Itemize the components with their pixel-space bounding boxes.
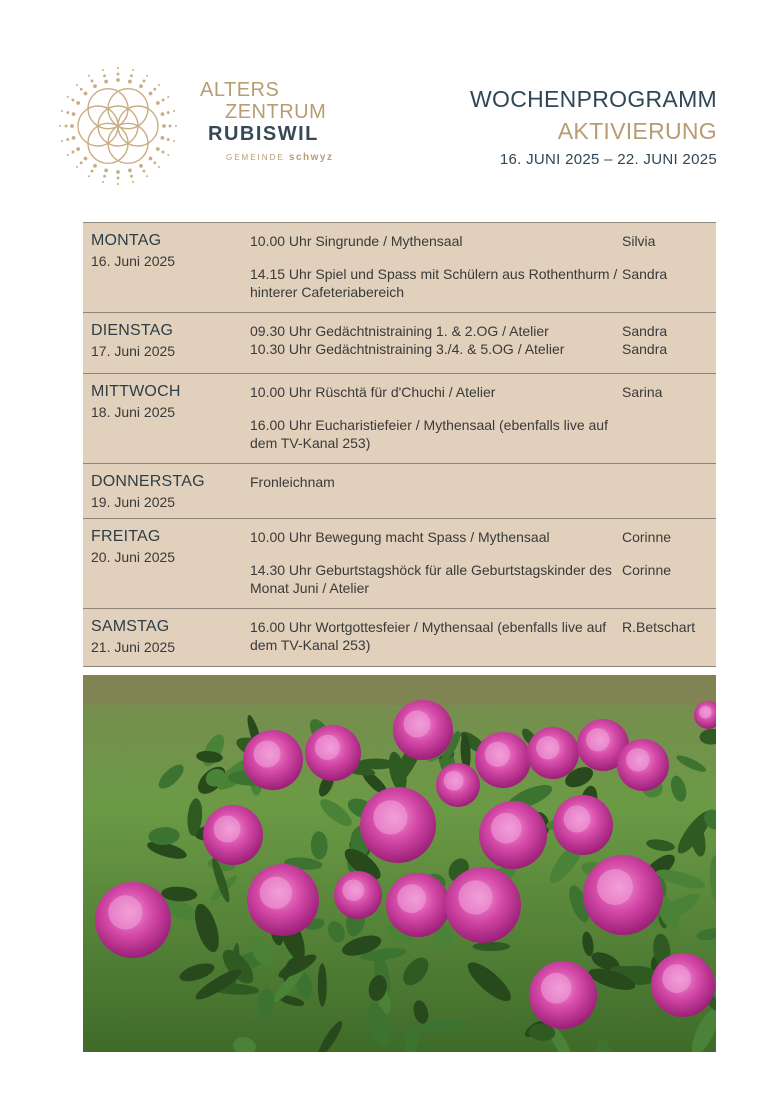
day-cell xyxy=(91,528,175,565)
event-item xyxy=(250,265,710,301)
event-item xyxy=(250,561,710,597)
events-cell xyxy=(250,232,710,301)
brand-line-gemeinde xyxy=(226,153,333,163)
event-text: Fronleichnam xyxy=(250,474,335,490)
day-date: 21. Juni 2025 xyxy=(91,639,176,655)
event-text: 10.30 Uhr Gedächtnistraining 3./4. & 5.OG / Atelier xyxy=(250,341,565,357)
day-name: MONTAG xyxy=(91,232,162,249)
event-item xyxy=(250,322,710,340)
events-cell xyxy=(250,473,710,491)
schedule-row-dienstag xyxy=(83,313,716,374)
day-name: SAMSTAG xyxy=(91,618,170,635)
schwyz-label: schwyz xyxy=(288,152,334,163)
event-person xyxy=(622,416,710,452)
schedule-row-montag xyxy=(83,223,716,313)
event-person: Corinne xyxy=(622,562,672,578)
day-cell xyxy=(91,618,175,655)
events-cell xyxy=(250,528,710,597)
day-date: 19. Juni 2025 xyxy=(91,494,176,510)
day-cell xyxy=(91,473,205,510)
event-text: 09.30 Uhr Gedächtnistraining 1. & 2.OG / Atelier xyxy=(250,323,549,339)
day-date: 20. Juni 2025 xyxy=(91,549,176,565)
day-date: 17. Juni 2025 xyxy=(91,343,176,359)
event-text: 16.00 Uhr Eucharistiefeier / Mythensaal (ebenfalls live auf dem TV-Kanal 253) xyxy=(250,417,608,451)
brand-line-alters: ALTERS xyxy=(200,79,280,101)
event-item xyxy=(250,232,710,250)
page-subtitle: AKTIVIERUNG xyxy=(557,118,717,144)
event-text: 14.30 Uhr Geburtstagshöck für alle Geburtstagskinder des Monat Juni / Atelier xyxy=(250,562,612,596)
event-item xyxy=(250,528,710,546)
peony-flowers-photo xyxy=(83,675,716,1052)
brand-line-rubiswil: RUBISWIL xyxy=(208,123,319,145)
event-person: Silvia xyxy=(622,233,656,249)
event-item xyxy=(250,383,710,401)
flower-of-life-icon xyxy=(52,60,184,192)
event-text: 10.00 Uhr Bewegung macht Spass / Mythensaal xyxy=(250,529,550,545)
day-cell xyxy=(91,383,181,420)
event-person: Sandra xyxy=(622,266,668,282)
day-cell xyxy=(91,322,175,359)
event-person: Sarina xyxy=(622,384,663,400)
events-cell xyxy=(250,618,710,654)
day-date: 18. Juni 2025 xyxy=(91,404,176,420)
events-cell xyxy=(250,383,710,452)
day-cell xyxy=(91,232,175,269)
date-range: 16. JUNI 2025 – 22. JUNI 2025 xyxy=(499,151,717,168)
day-date: 16. Juni 2025 xyxy=(91,253,176,269)
event-person xyxy=(622,473,710,491)
weekly-schedule-table xyxy=(83,222,716,667)
event-person: Sandra xyxy=(622,341,668,357)
day-name: MITTWOCH xyxy=(91,383,181,400)
page-title: WOCHENPROGRAMM xyxy=(470,86,717,112)
schedule-row-donnerstag xyxy=(83,464,716,519)
event-text: 16.00 Uhr Wortgottesfeier / Mythensaal (ebenfalls live auf dem TV-Kanal 253) xyxy=(250,619,607,653)
gemeinde-label: GEMEINDE xyxy=(226,153,285,162)
event-item xyxy=(250,618,710,654)
event-person: Sandra xyxy=(622,323,668,339)
event-text: 14.15 Uhr Spiel und Spass mit Schülern aus Rothenthurm / hinterer Cafeteriabereich xyxy=(250,266,618,300)
event-text: 10.00 Uhr Rüschtä für d'Chuchi / Atelier xyxy=(250,384,496,400)
event-text: 10.00 Uhr Singrunde / Mythensaal xyxy=(250,233,463,249)
schedule-row-freitag xyxy=(83,519,716,609)
day-name: DONNERSTAG xyxy=(91,473,205,490)
event-person: R.Betschart xyxy=(622,619,696,635)
schedule-row-mittwoch xyxy=(83,374,716,464)
event-item xyxy=(250,416,710,452)
events-cell xyxy=(250,322,710,358)
event-item xyxy=(250,340,710,358)
schedule-row-samstag xyxy=(83,609,716,667)
day-name: FREITAG xyxy=(91,528,161,545)
program-header xyxy=(470,86,717,168)
event-item xyxy=(250,473,710,491)
event-person: Corinne xyxy=(622,529,672,545)
brand-logo xyxy=(200,80,333,163)
day-name: DIENSTAG xyxy=(91,322,174,339)
brand-line-zentrum: ZENTRUM xyxy=(225,101,327,123)
